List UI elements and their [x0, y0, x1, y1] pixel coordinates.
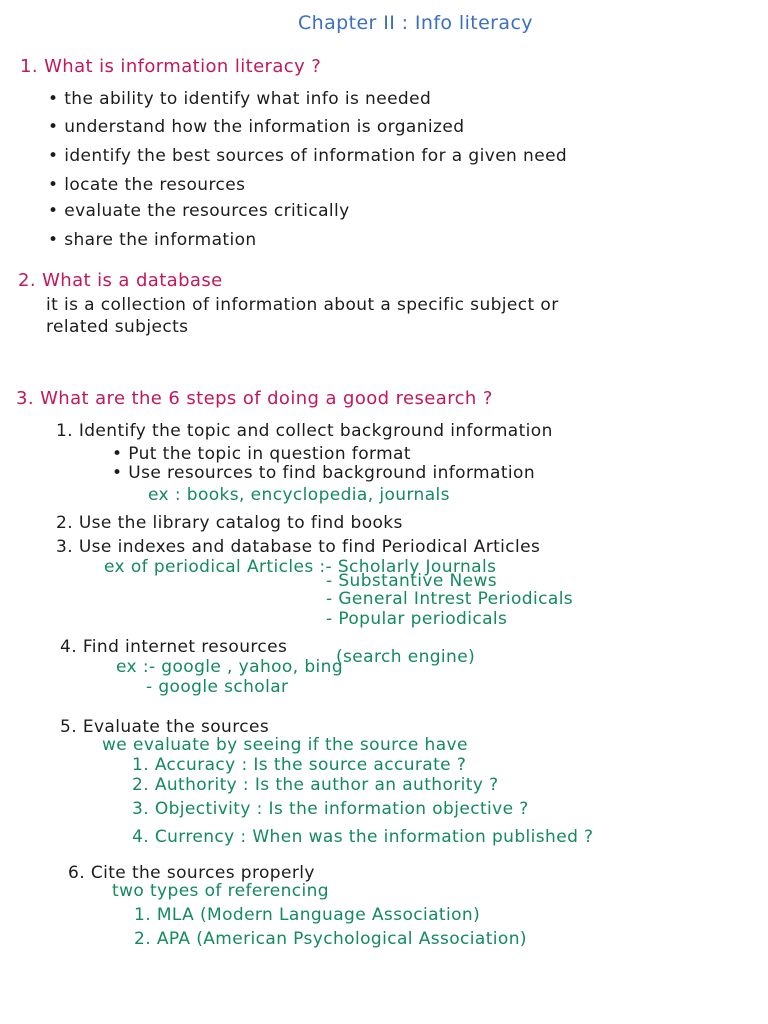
page-title: Chapter II : Info literacy: [298, 12, 533, 34]
q2-answer-line: related subjects: [46, 317, 189, 337]
step-5-criterion: 3. Objectivity : Is the information objective ?: [132, 799, 529, 819]
step-5-intro: we evaluate by seeing if the source have: [102, 735, 468, 755]
step-3-example-intro: ex of periodical Articles :- Scholarly Journals: [104, 557, 497, 577]
q1-item: • understand how the information is organized: [48, 117, 465, 137]
question-2: 2. What is a database: [18, 270, 223, 291]
step-3-example: - Substantive News: [326, 571, 498, 591]
question-1: 1. What is information literacy ?: [20, 56, 322, 77]
step-6-type: 1. MLA (Modern Language Association): [134, 905, 481, 925]
q1-item: • locate the resources: [48, 175, 246, 195]
step-4-example: - google scholar: [146, 677, 289, 697]
step-5-criterion: 2. Authority : Is the author an authority ?: [132, 775, 499, 795]
step-6-type: 2. APA (American Psychological Association): [134, 929, 527, 949]
q1-item: • evaluate the resources critically: [48, 201, 350, 221]
step-1-label: 1. Identify the topic and collect background information: [56, 421, 553, 441]
step-4-example: ex :- google , yahoo, bing: [116, 657, 344, 677]
q1-item: • identify the best sources of information for a given need: [48, 146, 568, 166]
q2-answer-line: it is a collection of information about a specific subject or: [46, 295, 559, 315]
step-6-label: 6. Cite the sources properly: [68, 863, 315, 883]
step-4-example-note: (search engine): [336, 647, 476, 667]
q1-item: • the ability to identify what info is needed: [48, 89, 432, 109]
step-3-label: 3. Use indexes and database to find Periodical Articles: [56, 537, 541, 557]
step-5-criterion: 1. Accuracy : Is the source accurate ?: [132, 755, 467, 775]
step-4-label: 4. Find internet resources: [60, 637, 288, 657]
q1-item: • share the information: [48, 230, 257, 250]
step-2-label: 2. Use the library catalog to find books: [56, 513, 403, 533]
question-3: 3. What are the 6 steps of doing a good research ?: [16, 388, 493, 409]
step-1-bullet: • Use resources to find background information: [112, 463, 535, 483]
step-1-bullet: • Put the topic in question format: [112, 444, 411, 464]
step-6-intro: two types of referencing: [112, 881, 330, 901]
step-5-criterion: 4. Currency : When was the information published ?: [132, 827, 594, 847]
step-3-example: - General Intrest Periodicals: [326, 589, 574, 609]
step-5-label: 5. Evaluate the sources: [60, 717, 270, 737]
step-1-example: ex : books, encyclopedia, journals: [148, 485, 450, 505]
step-3-example: - Popular periodicals: [326, 609, 508, 629]
